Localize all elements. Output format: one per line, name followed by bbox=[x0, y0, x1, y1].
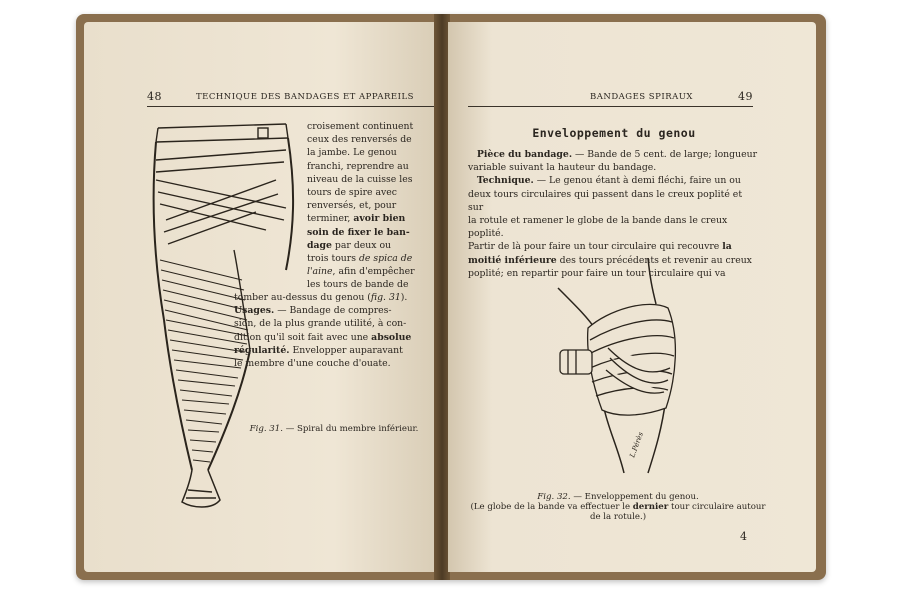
text-line: moitié inférieure des tours précédents et revenir au creux bbox=[468, 254, 752, 266]
text-line: niveau de la cuisse les bbox=[307, 173, 413, 185]
left-text-column bbox=[307, 120, 437, 292]
signature-number: 4 bbox=[740, 530, 748, 543]
left-running-head: TECHNIQUE DES BANDAGES ET APPAREILS bbox=[196, 92, 414, 102]
text-line: variable suivant la hauteur du bandage. bbox=[468, 162, 657, 174]
figure-32-caption bbox=[468, 492, 768, 522]
knee-wrap-bands bbox=[560, 304, 675, 415]
text-line: soin de fixer le ban- bbox=[307, 226, 410, 238]
text-line: Usages. — Bandage de compres- bbox=[234, 305, 392, 317]
text-line: ceux des renversés de bbox=[307, 134, 412, 146]
text-line: croisement continuent bbox=[307, 121, 414, 132]
right-running-head: BANDAGES SPIRAUX bbox=[590, 92, 693, 102]
left-text-full-width bbox=[234, 291, 434, 370]
caption-line: de la rotule.) bbox=[589, 512, 647, 522]
left-page bbox=[84, 22, 442, 572]
left-header-rule bbox=[147, 106, 434, 107]
caption-line: Fig. 32. — Enveloppement du genou. bbox=[537, 492, 699, 502]
text-line: Partir de là pour faire un tour circulaire qui recouvre la bbox=[468, 241, 732, 253]
text-line: renversés, et, pour bbox=[307, 200, 397, 212]
svg-text:L.Pérès: L.Pérès bbox=[628, 431, 645, 459]
knee-bandage-illustration bbox=[548, 258, 698, 478]
text-line: dition qu'il soit fait avec une absolue bbox=[234, 331, 412, 343]
text-line: franchi, reprendre au bbox=[307, 160, 409, 172]
text-line: trois tours de spica de bbox=[307, 253, 413, 265]
right-page-number: 49 bbox=[738, 90, 753, 103]
caption-line: (Le globe de la bande va effectuer le dernier tour circulaire autour bbox=[470, 502, 766, 512]
text-line: Pièce du bandage. — Bande de 5 cent. de large; longueur bbox=[476, 149, 758, 160]
text-line: terminer, avoir bien bbox=[307, 213, 406, 225]
right-page bbox=[448, 22, 816, 572]
text-line: dage par deux ou bbox=[307, 239, 392, 251]
text-line: Technique. — Le genou étant à demi fléchi, faire un ou bbox=[476, 175, 741, 187]
text-line: deux tours circulaires qui passent dans le creux poplité et sur bbox=[468, 188, 743, 213]
left-page-number: 48 bbox=[147, 90, 162, 103]
text-line: régularité. Envelopper auparavant bbox=[234, 344, 403, 356]
text-line: la rotule et ramener le globe de la bande dans le creux poplité. bbox=[468, 215, 728, 240]
right-header-rule bbox=[468, 106, 753, 107]
section-title: Enveloppement du genou bbox=[532, 126, 696, 140]
text-line: tours de spire avec bbox=[307, 187, 398, 199]
text-line: la jambe. Le genou bbox=[307, 147, 397, 159]
text-line: les tours de bande de bbox=[307, 279, 409, 291]
figure-31-caption: Fig. 31. — Spiral du membre inférieur. bbox=[249, 424, 419, 434]
foot-drawing bbox=[182, 470, 220, 507]
text-line: sion, de la plus grande utilité, à con- bbox=[234, 318, 407, 330]
text-line: poplité; en repartir pour faire un tour circulaire qui va bbox=[468, 267, 726, 279]
text-line: le membre d'une couche d'ouate. bbox=[234, 358, 391, 370]
open-book bbox=[76, 14, 826, 580]
text-line: l'aine, afin d'empêcher bbox=[307, 266, 415, 278]
text-line: tomber au-dessus du genou (fig. 31). bbox=[234, 292, 408, 303]
